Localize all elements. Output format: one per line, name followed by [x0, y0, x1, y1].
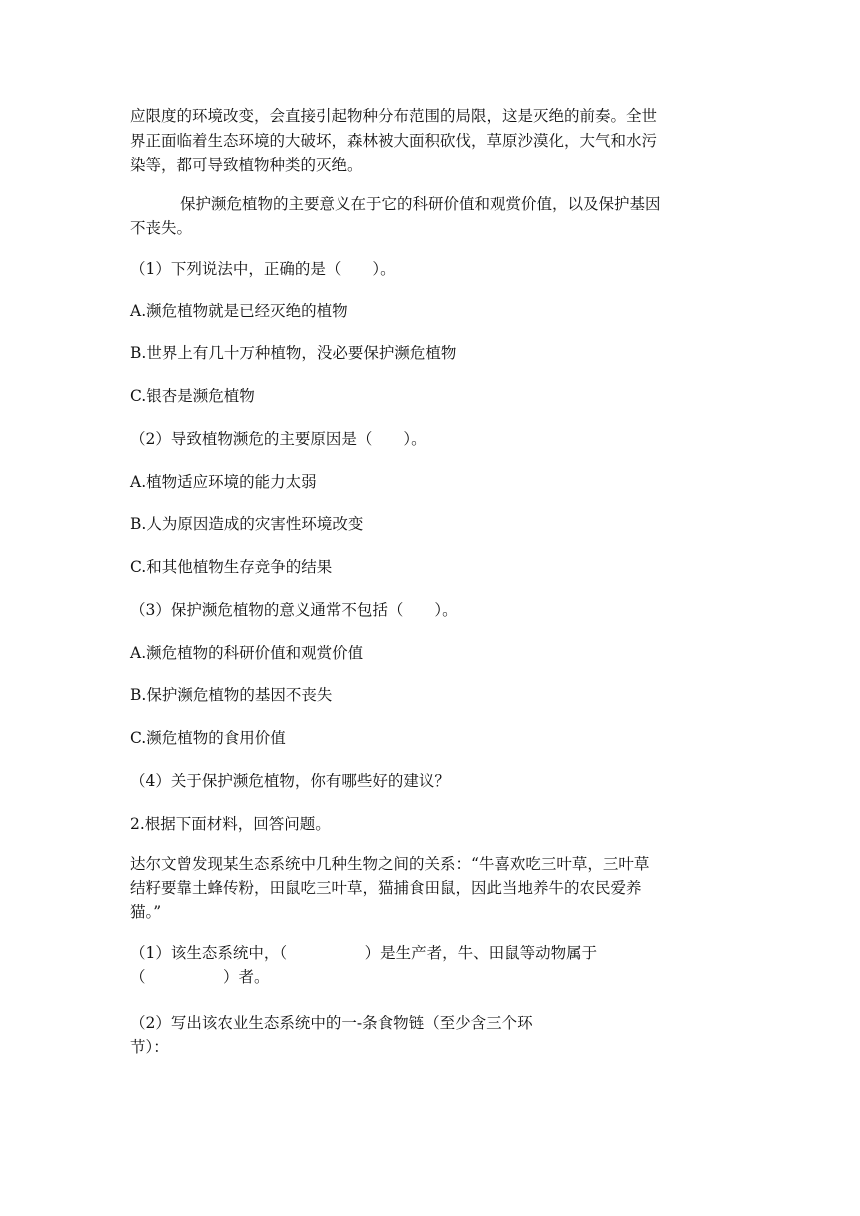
- material-line: 结籽要靠土蜂传粉，田鼠吃三叶草，猫捕食田鼠，因此当地养牛的农民爱养: [130, 879, 642, 897]
- question-title: 2.根据下面材料，回答问题。: [130, 815, 331, 833]
- option-a: A.濒危植物的科研价值和观赏价值: [130, 644, 364, 662]
- question-stem: （1）下列说法中，正确的是（ ）。: [130, 260, 396, 278]
- option-b: B.世界上有几十万种植物，没必要保护濒危植物: [130, 344, 457, 362]
- option-a: A.植物适应环境的能力太弱: [130, 473, 317, 491]
- option-c: C.和其他植物生存竞争的结果: [130, 558, 333, 576]
- question-stem: （2）写出该农业生态系统中的一-条食物链（至少含三个环: [130, 1014, 533, 1032]
- passage-line: 染等，都可导致植物种类的灭绝。: [130, 156, 363, 174]
- question-stem: （4）关于保护濒危植物，你有哪些好的建议？: [130, 772, 450, 790]
- option-c: C.银杏是濒危植物: [130, 387, 255, 405]
- passage-line: 应限度的环境改变，会直接引起物种分布范围的局限，这是灭绝的前奏。全世: [130, 107, 658, 125]
- question-stem-continued: （ ）者。: [130, 968, 270, 986]
- question-stem: （3）保护濒危植物的意义通常不包括（ ）。: [130, 601, 458, 619]
- question-stem: （1）该生态系统中，（ ）是生产者，牛、田鼠等动物属于: [130, 944, 598, 962]
- option-b: B.保护濒危植物的基因不丧失: [130, 686, 333, 704]
- question-stem: （2）导致植物濒危的主要原因是（ ）。: [130, 430, 427, 448]
- passage-line: 保护濒危植物的主要意义在于它的科研价值和观赏价值，以及保护基因: [180, 195, 661, 213]
- material-line: 猫。”: [130, 903, 162, 921]
- option-c: C.濒危植物的食用价值: [130, 729, 286, 747]
- question-stem-continued: 节）：: [130, 1038, 169, 1056]
- option-a: A.濒危植物就是已经灭绝的植物: [130, 302, 348, 320]
- passage-line: 不丧失。: [130, 219, 193, 237]
- passage-line: 界正面临着生态环境的大破坏，森林被大面积砍伐，草原沙漠化，大气和水污: [130, 132, 658, 150]
- material-line: 达尔文曾发现某生态系统中几种生物之间的关系：“牛喜欢吃三叶草，三叶草: [130, 855, 650, 873]
- option-b: B.人为原因造成的灾害性环境改变: [130, 515, 364, 533]
